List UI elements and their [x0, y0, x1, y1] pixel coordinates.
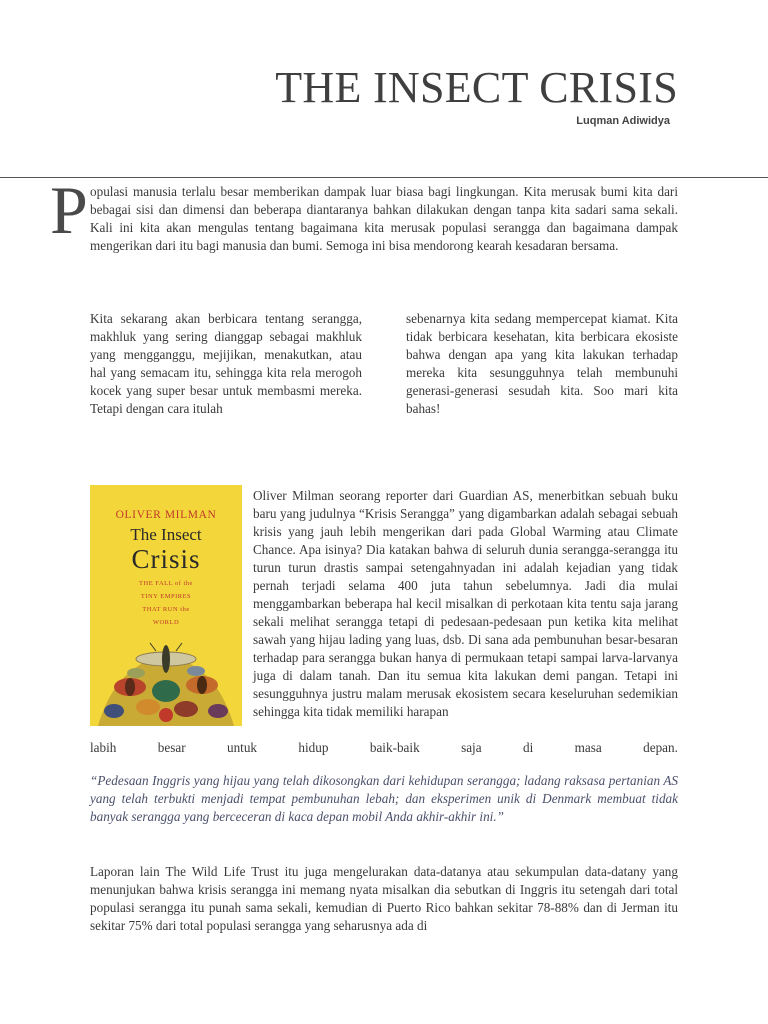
- page-title: THE INSECT CRISIS: [275, 63, 678, 112]
- pull-quote: “Pedesaan Inggris yang hijau yang telah dikosongkan dari kehidupan serangga; ladang raksasa pertanian AS yang telah terbukti menjadi tempat pembunuhan lebah; dan eksperimen unik di Denmark membuat tidak banyak serangga yang berceceran di kaca depan mobil Anda akhir-akhir ini.”: [90, 773, 678, 824]
- book-cover-image: [90, 485, 242, 726]
- header-divider: [0, 177, 768, 178]
- last-line-word: masa: [574, 740, 602, 755]
- last-line-word: untuk: [226, 740, 258, 755]
- insect-collage-illustration: [90, 605, 242, 726]
- author-name: Luqman Adiwidya: [576, 115, 670, 127]
- drop-cap: P: [50, 172, 88, 248]
- left-column-paragraph: Kita sekarang akan berbicara tentang serangga, makhluk yang sering dianggap sebagai makhluk yang mengganggu, mejijikan, menakutkan, atau hal yang semacam itu, sehingga kita rela merogoh kocek yang super besar untuk membasmi mereka. Tetapi dengan cara itulah: [90, 311, 362, 416]
- book-cover-title-line2: Crisis: [131, 544, 201, 574]
- last-line-word: labih: [90, 740, 117, 755]
- report-paragraph: Laporan lain The Wild Life Trust itu juga mengelurakan data-datanya atau sekumpulan data-datany yang menunjukan bahwa krisis serangga ini memang nyata misalkan dia sebutkan di Inggris itu setengah dari total populasi serangga itu punah sama sekali, kemudian di Puerto Rico bahkan sekitar 78-88% dan di Jerman itu sekitar 75% dari total populasi serangga yang seharusnya ada di: [90, 864, 678, 933]
- book-cover-subtitle-line: WORLD: [152, 619, 180, 626]
- book-cover-author: OLIVER MILMAN: [115, 509, 217, 521]
- book-description-last-line: [90, 739, 678, 757]
- last-line-word: hidup: [298, 740, 329, 755]
- last-line-word: besar: [157, 740, 186, 755]
- book-cover-subtitle-line: THAT RUN the: [142, 606, 190, 613]
- book-description-paragraph: Oliver Milman seorang reporter dari Guardian AS, menerbitkan sebuah buku baru yang judulnya “Krisis Serangga” yang digambarkan adalah sebagai sebuah krisis yang jauh lebih mengerikan dari pada Global Warming atau Climate Chance. Apa isinya? Dia katakan bahwa di seluruh dunia serangga-serangga itu turun turun drastis sampai setengahnyadan ini adalah kejadian yang tidak pernah terjadi selama 400 juta tahun sebelumnya. Jadi dia mulai menggambarkan beberapa hal kecil misalkan di perkotaan kita tentu saja jarang sekali melihat serangga tetapi di pedesaan-pedesaan pun ketika kita melihat sawah yang hijau lading yang luas, dsb. Di sana ada pembunuhan besar-besaran terhadap para serangga bukan hanya di permukaan tetapi sampai larva-larvanya juga di dalam tanah. Dan itu semua kita lakukan demi pangan. Tetapi ini sesungguhnya justru malam merusak ekosistem secara keseluruhan sedemikian sehingga kita tidak memiliki harapan: [253, 488, 678, 719]
- book-cover-subtitle-line: TINY EMPIRES: [140, 593, 192, 600]
- right-column-paragraph: sebenarnya kita sedang mempercepat kiamat. Kita tidak berbicara kesehatan, kita berbicara ekosiste bahwa dengan apa yang kita lakukan terhadap mereka kita sesungguhnya telah membunuhi generasi-generasi sesudah kita. Soo mari kita bahas!: [406, 311, 678, 416]
- intro-paragraph: opulasi manusia terlalu besar memberikan dampak luar biasa bagi lingkungan. Kita merusak bumi kita dari bebagai sisi dan dimensi dan beberapa diantaranya bahkan dilakukan dengan tanpa kita sadari sama sekali. Kali ini kita akan mengulas tentang bagaimana kita merusak populasi serangga dan bagaimana dampak mengerikan dari itu bagi manusia dan bumi. Semoga ini bisa mendorong kearah kesadaran bersama.: [90, 184, 678, 253]
- last-line-word: baik-baik: [369, 740, 420, 755]
- book-cover-title-line1: The Insect: [130, 525, 202, 544]
- book-cover-subtitle-line: THE FALL of the: [139, 580, 193, 587]
- last-line-word: saja: [461, 740, 482, 755]
- last-line-word: di: [522, 740, 534, 755]
- last-line-word: depan.: [643, 740, 678, 755]
